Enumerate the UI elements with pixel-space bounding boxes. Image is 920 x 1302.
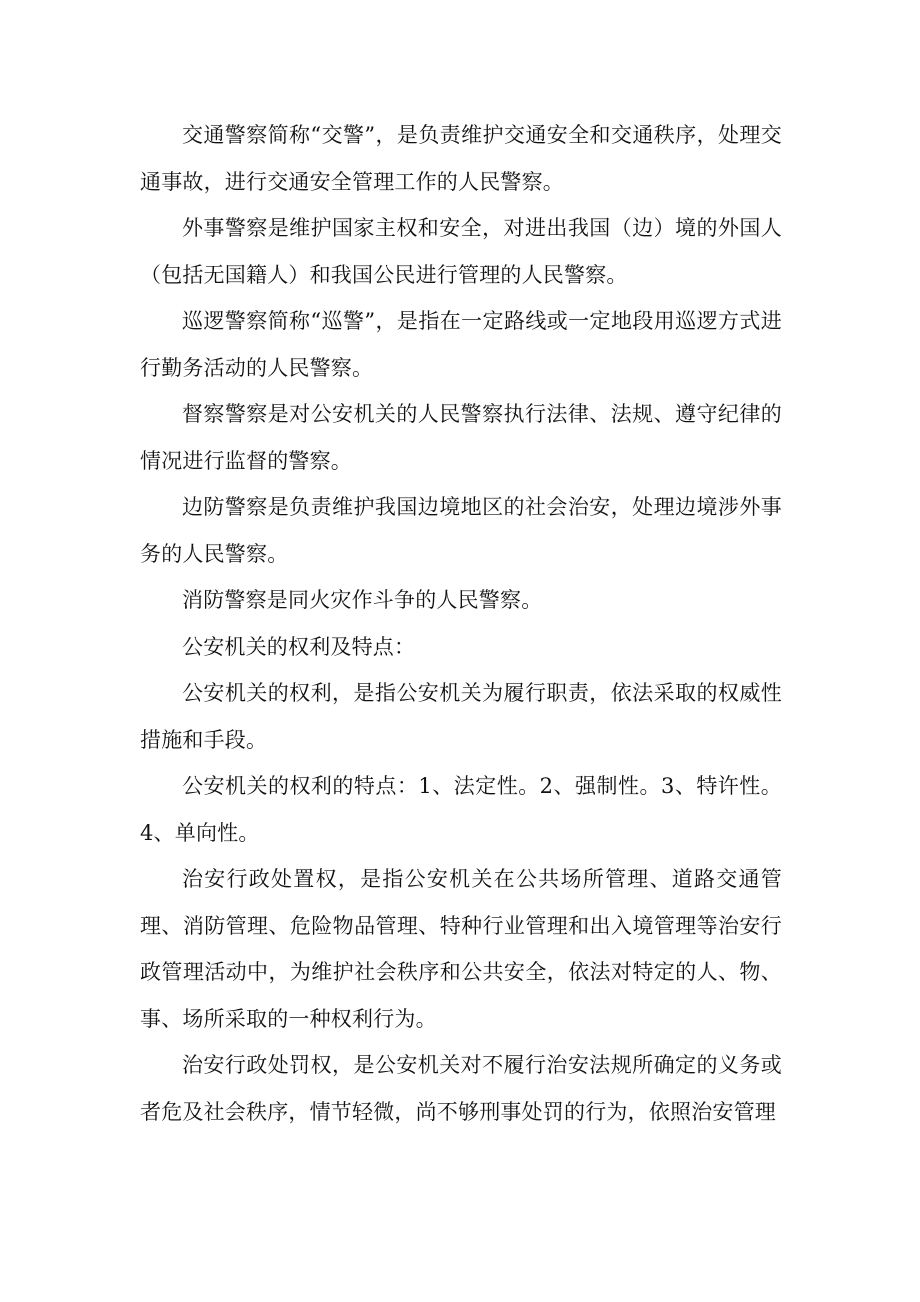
paragraph-section-heading: 公安机关的权利及特点： <box>182 634 416 659</box>
paragraph-penalty-authority: 治安行政处罚权，是公安机关对不履行治安法规所确定的义务或者危及社会秩序，情节轻微，尚不够刑事处罚的行为，依照治安管理 <box>140 1053 782 1124</box>
paragraph-authority-features: 公安机关的权利的特点：1、法定性。2、强制性。3、特许性。4、单向性。 <box>140 774 782 845</box>
paragraph-fire-police: 消防警察是同火灾作斗争的人民警察。 <box>182 588 543 612</box>
paragraph-disposal-authority: 治安行政处置权，是指公安机关在公共场所管理、道路交通管理、消防管理、危险物品管理、特种行业管理和出入境管理等治安行政管理活动中，为维护社会秩序和公共安全，依法对特定的人、物、事、场所采取的一种权利行为。 <box>140 867 782 1031</box>
paragraph-traffic-police: 交通警察简称“交警”，是负责维护交通安全和交通秩序，处理交通事故，进行交通安全管理工作的人民警察。 <box>140 123 782 194</box>
paragraph-foreign-affairs-police: 外事警察是维护国家主权和安全，对进出我国（边）境的外国人（包括无国籍人）和我国公民进行管理的人民警察。 <box>140 216 782 287</box>
paragraph-border-police: 边防警察是负责维护我国边境地区的社会治安，处理边境涉外事务的人民警察。 <box>140 495 782 566</box>
paragraph-authority-definition: 公安机关的权利，是指公安机关为履行职责，依法采取的权威性措施和手段。 <box>140 681 782 752</box>
paragraph-inspection-police: 督察警察是对公安机关的人民警察执行法律、法规、遵守纪律的情况进行监督的警察。 <box>140 402 782 473</box>
paragraph-patrol-police: 巡逻警察简称“巡警”，是指在一定路线或一定地段用巡逻方式进行勤务活动的人民警察。 <box>140 309 782 380</box>
document-body <box>140 112 782 1135</box>
